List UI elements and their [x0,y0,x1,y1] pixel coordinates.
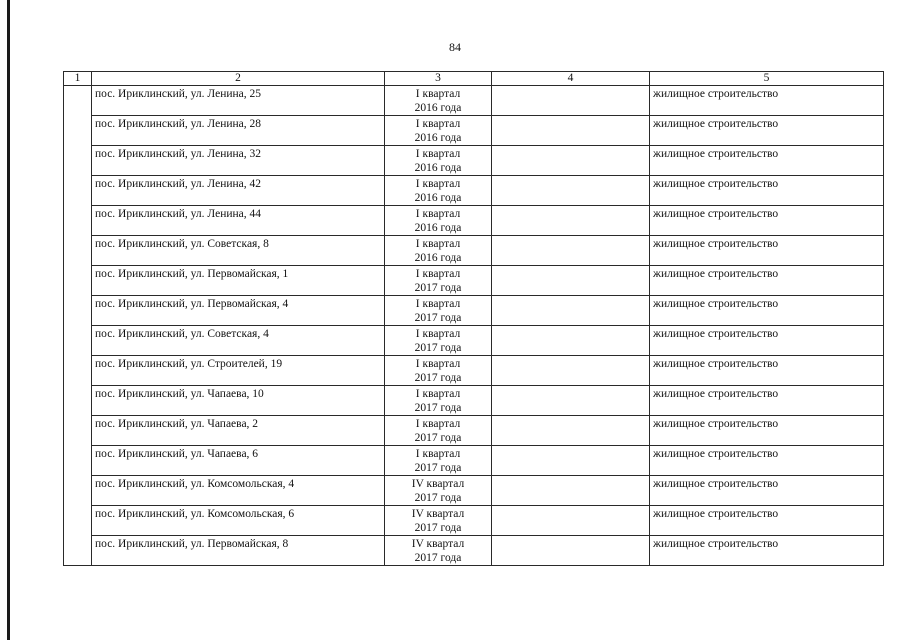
header-col-1: 1 [64,72,92,86]
header-col-5: 5 [650,72,884,86]
period-cell [385,356,492,386]
period-cell [385,266,492,296]
table-row [64,146,884,176]
period-quarter: I квартал [415,148,461,160]
period-year: 2017 года [414,282,462,294]
address-cell: пос. Ириклинский, ул. Комсомольская, 4 [92,476,385,506]
table-row [64,176,884,206]
col4-cell [492,236,650,266]
address-cell: пос. Ириклинский, ул. Первомайская, 8 [92,536,385,566]
purpose-cell: жилищное строительство [650,506,884,536]
purpose-cell: жилищное строительство [650,356,884,386]
purpose-cell: жилищное строительство [650,86,884,116]
purpose-cell: жилищное строительство [650,116,884,146]
period-quarter: IV квартал [411,478,465,490]
address-cell: пос. Ириклинский, ул. Комсомольская, 6 [92,506,385,536]
table-body [64,86,884,566]
table-row [64,476,884,506]
address-cell: пос. Ириклинский, ул. Ленина, 28 [92,116,385,146]
col4-cell [492,356,650,386]
period-quarter: I квартал [415,238,461,250]
col4-cell [492,506,650,536]
address-cell: пос. Ириклинский, ул. Ленина, 32 [92,146,385,176]
table-row [64,236,884,266]
table-row [64,416,884,446]
col4-cell [492,266,650,296]
period-year: 2017 года [414,552,462,564]
period-quarter: IV квартал [411,508,465,520]
period-year: 2016 года [414,102,462,114]
period-cell [385,86,492,116]
table-header-row [64,72,884,86]
period-year: 2017 года [414,522,462,534]
period-quarter: I квартал [415,418,461,430]
period-quarter: I квартал [415,268,461,280]
col4-cell [492,386,650,416]
table-row [64,446,884,476]
purpose-cell: жилищное строительство [650,176,884,206]
purpose-cell: жилищное строительство [650,236,884,266]
col4-cell [492,476,650,506]
col4-cell [492,446,650,476]
period-quarter: I квартал [415,118,461,130]
address-cell: пос. Ириклинский, ул. Чапаева, 10 [92,386,385,416]
col4-cell [492,416,650,446]
period-cell [385,236,492,266]
period-year: 2017 года [414,312,462,324]
purpose-cell: жилищное строительство [650,536,884,566]
page-number: 84 [449,40,461,54]
purpose-cell: жилищное строительство [650,266,884,296]
address-cell: пос. Ириклинский, ул. Советская, 4 [92,326,385,356]
table-row [64,116,884,146]
table-row [64,266,884,296]
purpose-cell: жилищное строительство [650,446,884,476]
period-year: 2017 года [414,462,462,474]
header-col-4: 4 [492,72,650,86]
period-year: 2017 года [414,492,462,504]
period-year: 2016 года [414,252,462,264]
purpose-cell: жилищное строительство [650,326,884,356]
table-row [64,506,884,536]
period-year: 2016 года [414,222,462,234]
period-cell [385,116,492,146]
period-quarter: I квартал [415,388,461,400]
col4-cell [492,536,650,566]
address-cell: пос. Ириклинский, ул. Чапаева, 2 [92,416,385,446]
period-year: 2017 года [414,372,462,384]
period-cell [385,446,492,476]
address-cell: пос. Ириклинский, ул. Ленина, 25 [92,86,385,116]
period-year: 2016 года [414,132,462,144]
purpose-cell: жилищное строительство [650,146,884,176]
period-year: 2017 года [414,432,462,444]
period-year: 2017 года [414,342,462,354]
scan-edge-bar [7,0,10,640]
purpose-cell: жилищное строительство [650,206,884,236]
col4-cell [492,146,650,176]
table-row [64,86,884,116]
period-cell [385,416,492,446]
period-year: 2016 года [414,162,462,174]
col4-cell [492,296,650,326]
period-cell [385,536,492,566]
col4-cell [492,116,650,146]
period-cell [385,296,492,326]
table-row [64,206,884,236]
period-cell [385,476,492,506]
purpose-cell: жилищное строительство [650,416,884,446]
period-year: 2017 года [414,402,462,414]
address-cell: пос. Ириклинский, ул. Первомайская, 4 [92,296,385,326]
period-quarter: I квартал [415,88,461,100]
table-row [64,536,884,566]
address-cell: пос. Ириклинский, ул. Строителей, 19 [92,356,385,386]
period-quarter: IV квартал [411,538,465,550]
table-row [64,326,884,356]
period-quarter: I квартал [415,208,461,220]
address-cell: пос. Ириклинский, ул. Ленина, 42 [92,176,385,206]
address-cell: пос. Ириклинский, ул. Чапаева, 6 [92,446,385,476]
header-col-3: 3 [385,72,492,86]
period-quarter: I квартал [415,448,461,460]
purpose-cell: жилищное строительство [650,296,884,326]
table-row [64,296,884,326]
land-plots-table [63,71,884,566]
period-cell [385,206,492,236]
period-cell [385,146,492,176]
col4-cell [492,326,650,356]
col4-cell [492,206,650,236]
col4-cell [492,176,650,206]
period-quarter: I квартал [415,328,461,340]
period-quarter: I квартал [415,298,461,310]
period-cell [385,506,492,536]
period-cell [385,386,492,416]
address-cell: пос. Ириклинский, ул. Первомайская, 1 [92,266,385,296]
purpose-cell: жилищное строительство [650,386,884,416]
period-quarter: I квартал [415,178,461,190]
period-quarter: I квартал [415,358,461,370]
period-cell [385,326,492,356]
col4-cell [492,86,650,116]
purpose-cell: жилищное строительство [650,476,884,506]
address-cell: пос. Ириклинский, ул. Советская, 8 [92,236,385,266]
table-row [64,356,884,386]
address-cell: пос. Ириклинский, ул. Ленина, 44 [92,206,385,236]
period-cell [385,176,492,206]
table-row [64,386,884,416]
period-year: 2016 года [414,192,462,204]
row-number-cell [64,86,92,566]
header-col-2: 2 [92,72,385,86]
